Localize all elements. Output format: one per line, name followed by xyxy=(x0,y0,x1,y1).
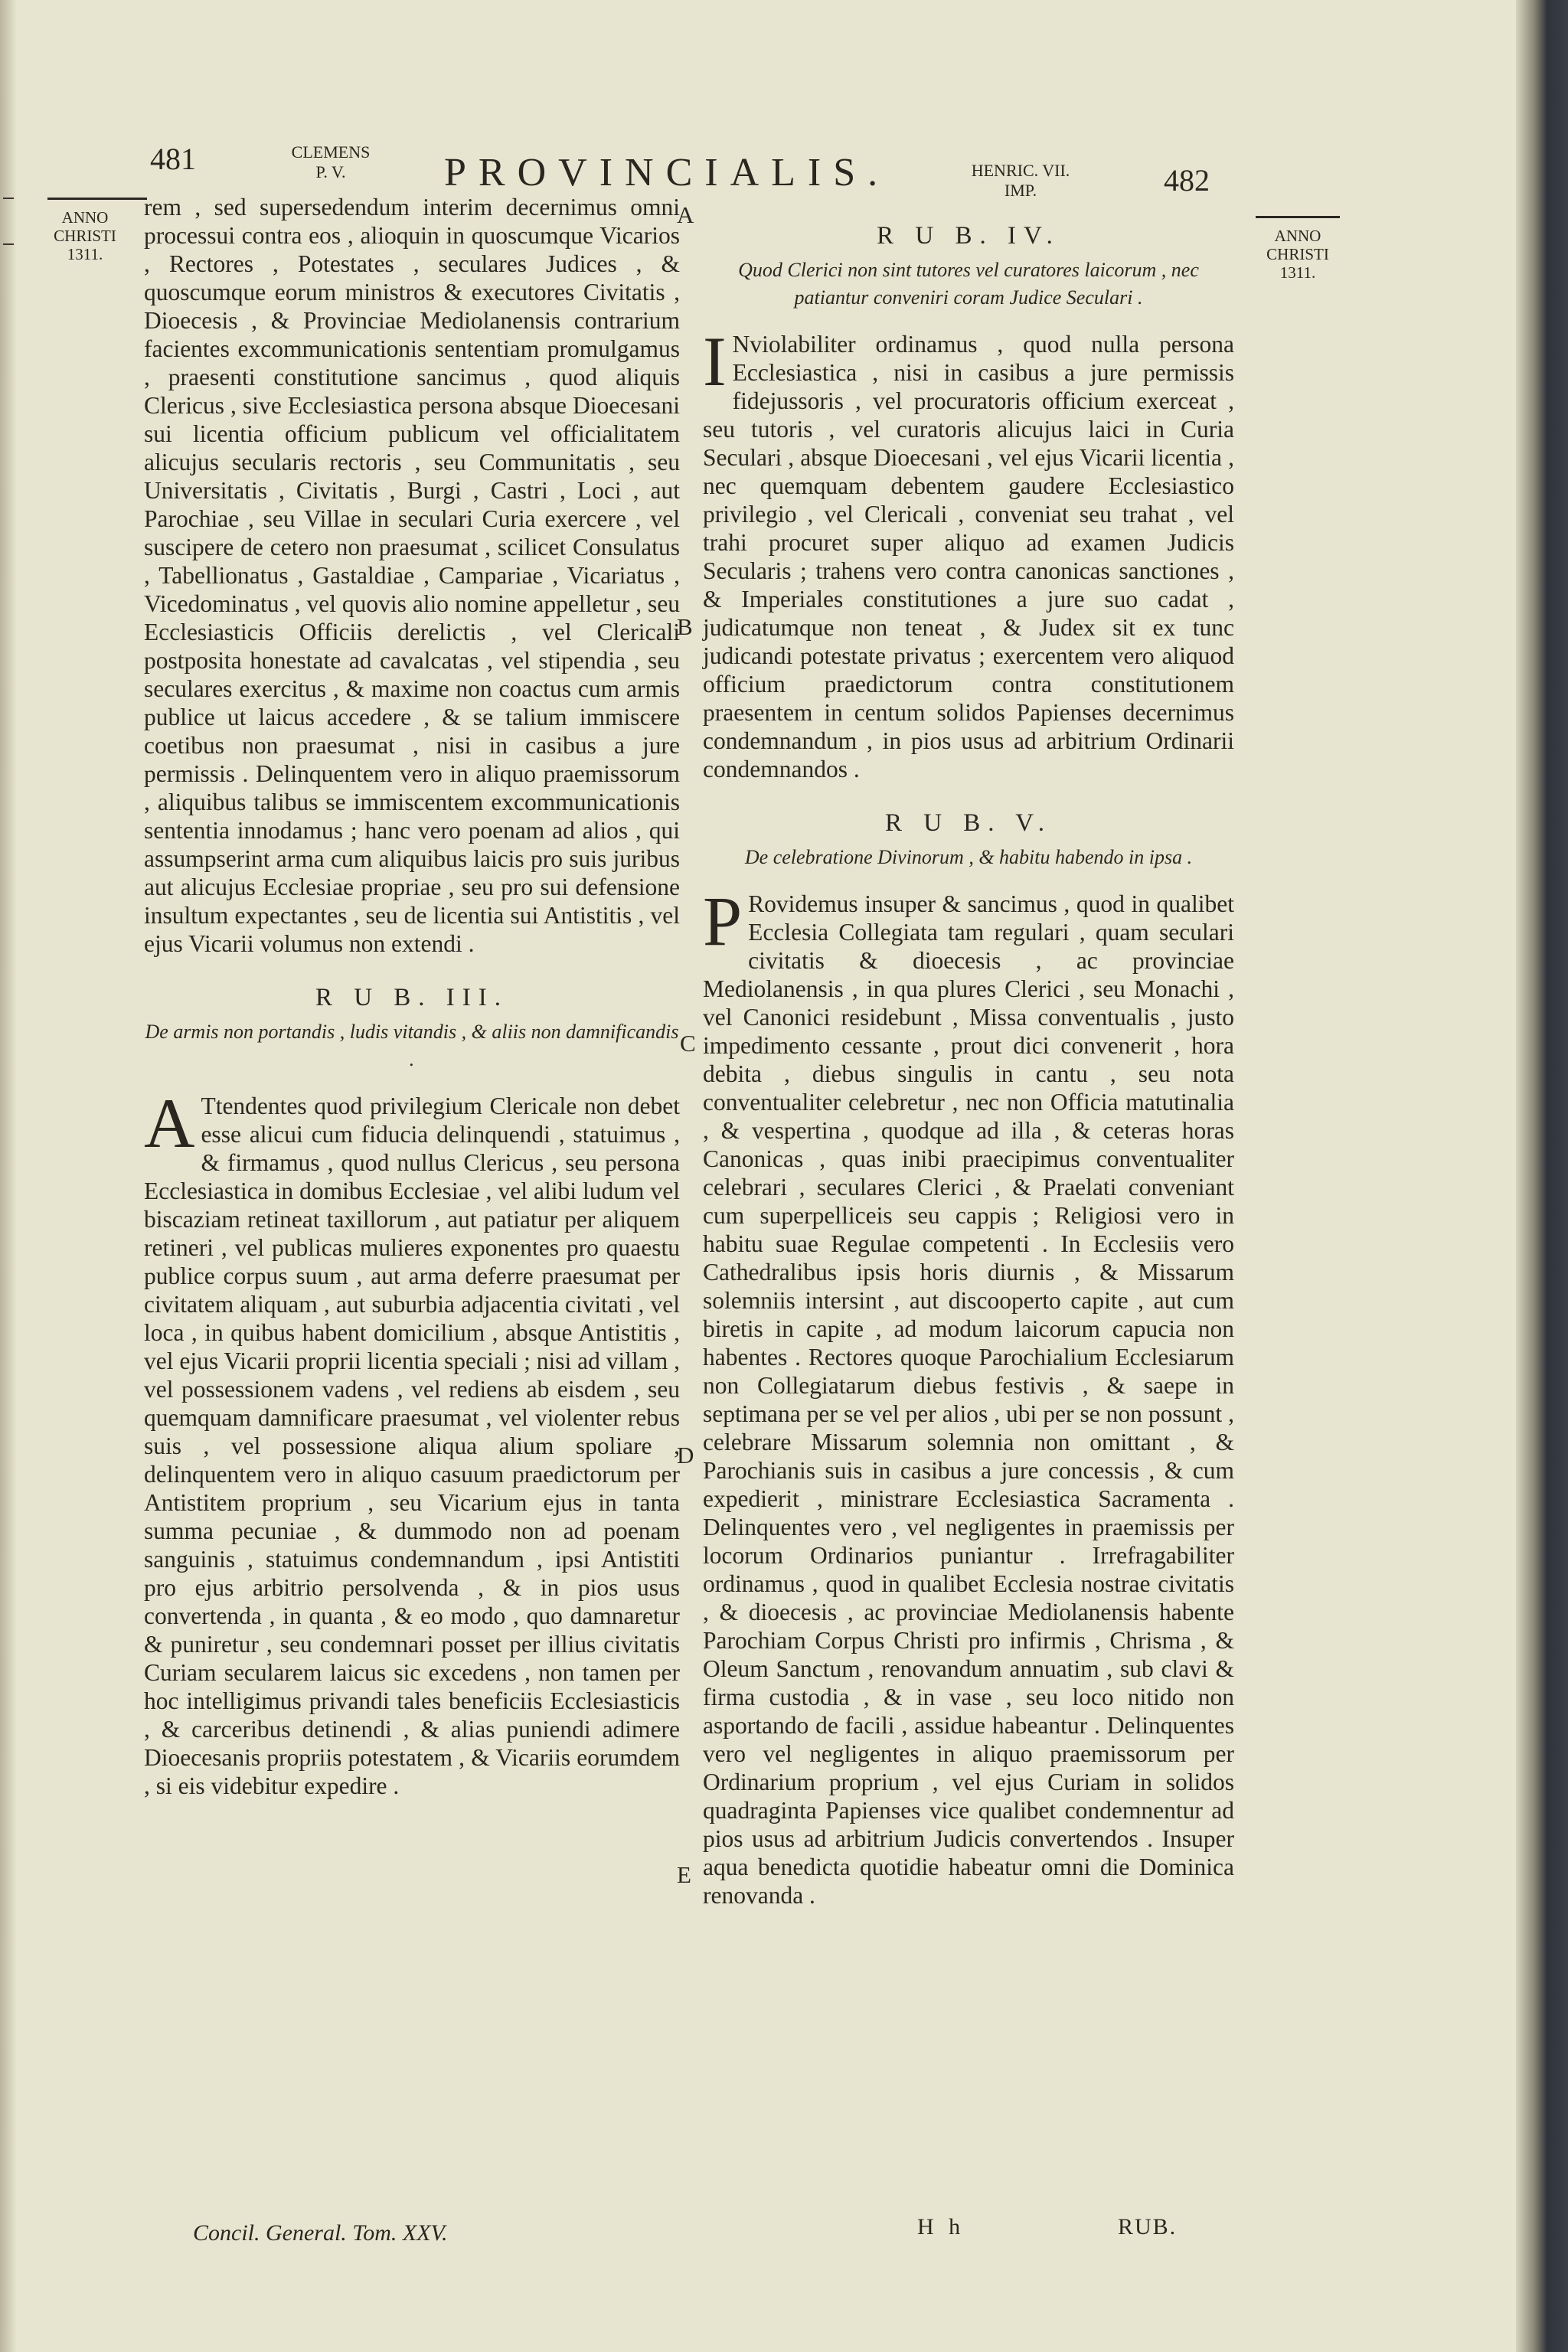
rubric-subtitle: De celebratione Divinorum , & habitu habendo in ipsa . xyxy=(744,846,1193,868)
footer-signature: H h xyxy=(917,2214,965,2239)
running-head-line: P. V. xyxy=(315,162,346,181)
running-head-line: HENRIC. VII. xyxy=(971,161,1070,180)
right-column xyxy=(703,222,1234,1909)
running-head-line: IMP. xyxy=(1004,181,1037,200)
footer-catchword: RUB. xyxy=(1118,2214,1178,2239)
section-letter-b: B xyxy=(677,613,693,640)
running-head-henric xyxy=(956,161,1086,201)
paragraph-text: Ttendentes quod privilegium Clericale non debet esse alicui cum fiducia delinquendi , statuimus , & firmamus , quod nullus Clericus , seu persona Ecclesiastica in domibus Ecclesiae , vel alibi ludum vel biscaziam retineat taxillorum , aut patiatur per aliquem retineri , vel publicas mulieres exponentes pro quaestu publice corpus suum , aut arma deferre praesumat per civitatem aliquam , aut suburbia adjacentia civitati , vel loca , in quibus habent domicilium , absque Antistitis , vel ejus Vicarii proprii licentia speciali ; nisi ad villam , vel possessionem vadens , vel rediens ab eisdem , seu quemquam damnificare praesumat , vel violenter rebus suis , vel possessione aliqua alium spoliare , delinquentem vero in aliquo casuum praedictorum per Antistitem proprium , seu Vicarium ejus in tanta summa pecuniae , & dummodo non ad poenam sanguinis , statuimus condemnandum , ipsi Antistiti pro ejus arbitrio persolvenda , & in pios usus convertenda , in quanta , & eo modo , quo damnaretur & puniretur , seu condemnari posset per illius civitatis Curiam secularem laicus sic excedens , non tamen per hoc intelligimus privandi tales beneficiis Ecclesiasticis , & carceribus detinendi , & alias puniendi adimere Dioecesanis propriis potestatem , & Vicariis eorumdem , si eis videbitur expedire . xyxy=(144,1093,680,1799)
running-head-line: CLEMENS xyxy=(291,142,371,162)
margin-note-line: CHRISTI xyxy=(1266,245,1329,263)
paragraph: rem , sed supersedendum interim decernimus omni processui contra eos , alioquin in quoscumque Vicarios , Rectores , Potestates , seculares Judices , & quoscumque eorum ministros & executores Civitatis , Dioecesis , & Provinciae Mediolanensis contrarium facientes excommunicationis sententiam promulgamus , praesenti constitutione sancimus , quod aliquis Clericus , sive Ecclesiastica persona absque Dioecesani sui licentia officium publicum vel officialitatem alicujus secularis rectoris , seu Communitatis , seu Universitatis , Civitatis , Burgi , Castri , Loci , aut Parochiae , seu Villae in seculari Curia exercere , vel suscipere de cetero non praesumat , scilicet Consulatus , Tabellionatus , Gastaldiae , Campariae , Vicariatus , Vicedominatus , vel quovis alio nomine appelletur , seu Ecclesiasticis Officiis derelictis , vel Clericali postposita honestate ad cavalcatas , vel stipendia , seu seculares exercitus , & maxime non coactus cum armis publice ut laicus accedere , & se talium immiscere coetibus non praesumat , nisi in casibus a jure permissis . Delinquentem vero in aliquo praemissorum , aliquibus talibus se immiscentem excommunicationis sententia innodamus ; hanc vero poenam ad alios , qui assumpserint arma cum aliquibus laicis pro suis juribus aut alicujus Ecclesiae propriae , seu pro sui defensione insultum expectantes , seu de licentia sui Antistitis , vel ejus Vicarii volumus non extendi . xyxy=(144,194,680,957)
paragraph xyxy=(703,882,1234,1909)
running-head-clemens xyxy=(277,142,384,182)
section-letter-a: A xyxy=(677,201,694,228)
paragraph-text: Nviolabiliter ordinamus , quod nulla persona Ecclesiastica , nisi in casibus a jure permissis fidejussoris , vel procuratoris officium exerceat , seu tutoris , vel curatoris alicujus laici in Curia Seculari , absque Dioecesani , vel ejus Vicarii licentia , nec quemquam debentem gaudere Ecclesiastico privilegio , vel Clericali , conveniat seu trahat , vel trahi procuret super aliquo ad examen Judicis Secularis ; trahens vero contra canonicas sanctiones , & Imperiales constitutiones a jure suo cadat , judicatumque non teneat , & Judex sit ex tunc judicandi potestate privatus ; exercentem vero aliquod officium praedictorum contra constitutionem praesentem in centum solidos Papienses decernimus condemnandum , in pios usus ad arbitrium Ordinarii condemnandos . xyxy=(703,331,1234,782)
paragraph xyxy=(144,1084,680,1800)
paragraph-text: Rovidemus insuper & sancimus , quod in qualibet Ecclesia Collegiata tam regulari , quam seculari civitatis & dioecesis , ac provinciae Mediolanensis , in qua plures Clerici , seu Monachi , vel Canonici residebunt , Missa conventualis , justo impedimento cessante , prout dici convenerit , hora debita , diebus singulis in cantu , seu nota conventualiter celebretur , nec non Officia matutinalia , & vespertina , quodque ad illa , & ceteras horas Canonicas , quas inibi praecipimus conventualiter celebrari , seculares Clerici , & Praelati conveniant cum superpelliceis seu cappis ; Religiosi vero in habitu suae Regulae competenti . In Ecclesiis vero Cathedralibus ipsis horis diurnis , & Missarum solemniis intersint , aut discooperto capite , aut cum biretis in capite , ad modum laicorum capucia non habentes . Rectores quoque Parochialium Ecclesiarum non Collegiatarum diebus festivis , & saepe in septimana per se vel per alios , ubi per se non possunt , celebrare Missarum solemnia non omittant , & Parochianis suis in casibus a jure concessis , & cum expedierit , ministrare Ecclesiastica Sacramenta . Delinquentes vero , vel negligentes in praemissis per locorum Ordinarios puniantur . Irrefragabiliter ordinamus , quod in qualibet Ecclesia nostrae civitatis , & dioecesis , ac provinciae Mediolanensis habente Parochiam Corpus Christi pro infirmis , Chrisma , & Oleum Sanctum , renovandum annuatim , sub clavi & firma custodia , & in vase , seu loco nitido non asportando de facili , assidue habeantur . Delinquentes vero vel negligentes in aliquo praemissorum per Ordinarium proprium , vel ejus Curiam in solidos quadraginta Papienses vice qualibet condemnentur ad pios usus ad arbitrium Judicis convertendos . Insuper aqua benedicta quotidie habeatur omni die Dominica renovanda . xyxy=(703,890,1234,1909)
rubric-heading: R U B. V. xyxy=(884,809,1053,837)
rubric-subtitle: Quod Clerici non sint tutores vel curatores laicorum , nec patiantur conveniri coram Judice Seculari . xyxy=(738,259,1199,309)
drop-cap: P xyxy=(703,882,743,960)
gutter-mark xyxy=(3,243,14,245)
rubric-subtitle: De armis non portandis , ludis vitandis , & aliis non damnificandis . xyxy=(145,1021,679,1070)
left-column xyxy=(144,193,680,1800)
margin-rule-left xyxy=(47,198,147,200)
margin-note-line: 1311. xyxy=(1279,263,1316,282)
rubric-heading: R U B. IV. xyxy=(877,222,1060,250)
margin-note-right xyxy=(1256,227,1340,282)
page-edge xyxy=(1516,0,1568,2352)
rubric-heading: R U B. III. xyxy=(315,984,509,1011)
drop-cap: I xyxy=(703,322,727,400)
margin-note-line: CHRISTI xyxy=(54,227,116,245)
margin-note-left xyxy=(43,208,127,263)
page-number-right: 482 xyxy=(1164,163,1210,198)
section-letter-e: E xyxy=(677,1861,691,1888)
running-title: PROVINCIALIS. xyxy=(444,151,890,194)
gutter-shadow xyxy=(0,0,17,2352)
margin-rule-right xyxy=(1256,216,1340,218)
margin-note-line: ANNO xyxy=(61,208,109,227)
drop-cap: A xyxy=(144,1084,195,1162)
paragraph xyxy=(703,322,1234,783)
margin-note-line: ANNO xyxy=(1274,227,1321,245)
section-letter-d: D xyxy=(677,1442,694,1468)
page-number-left: 481 xyxy=(150,142,196,176)
footer-volume: Concil. General. Tom. XXV. xyxy=(193,2220,448,2246)
margin-note-line: 1311. xyxy=(67,245,103,263)
section-letter-c: C xyxy=(680,1030,696,1057)
gutter-mark xyxy=(3,198,14,199)
